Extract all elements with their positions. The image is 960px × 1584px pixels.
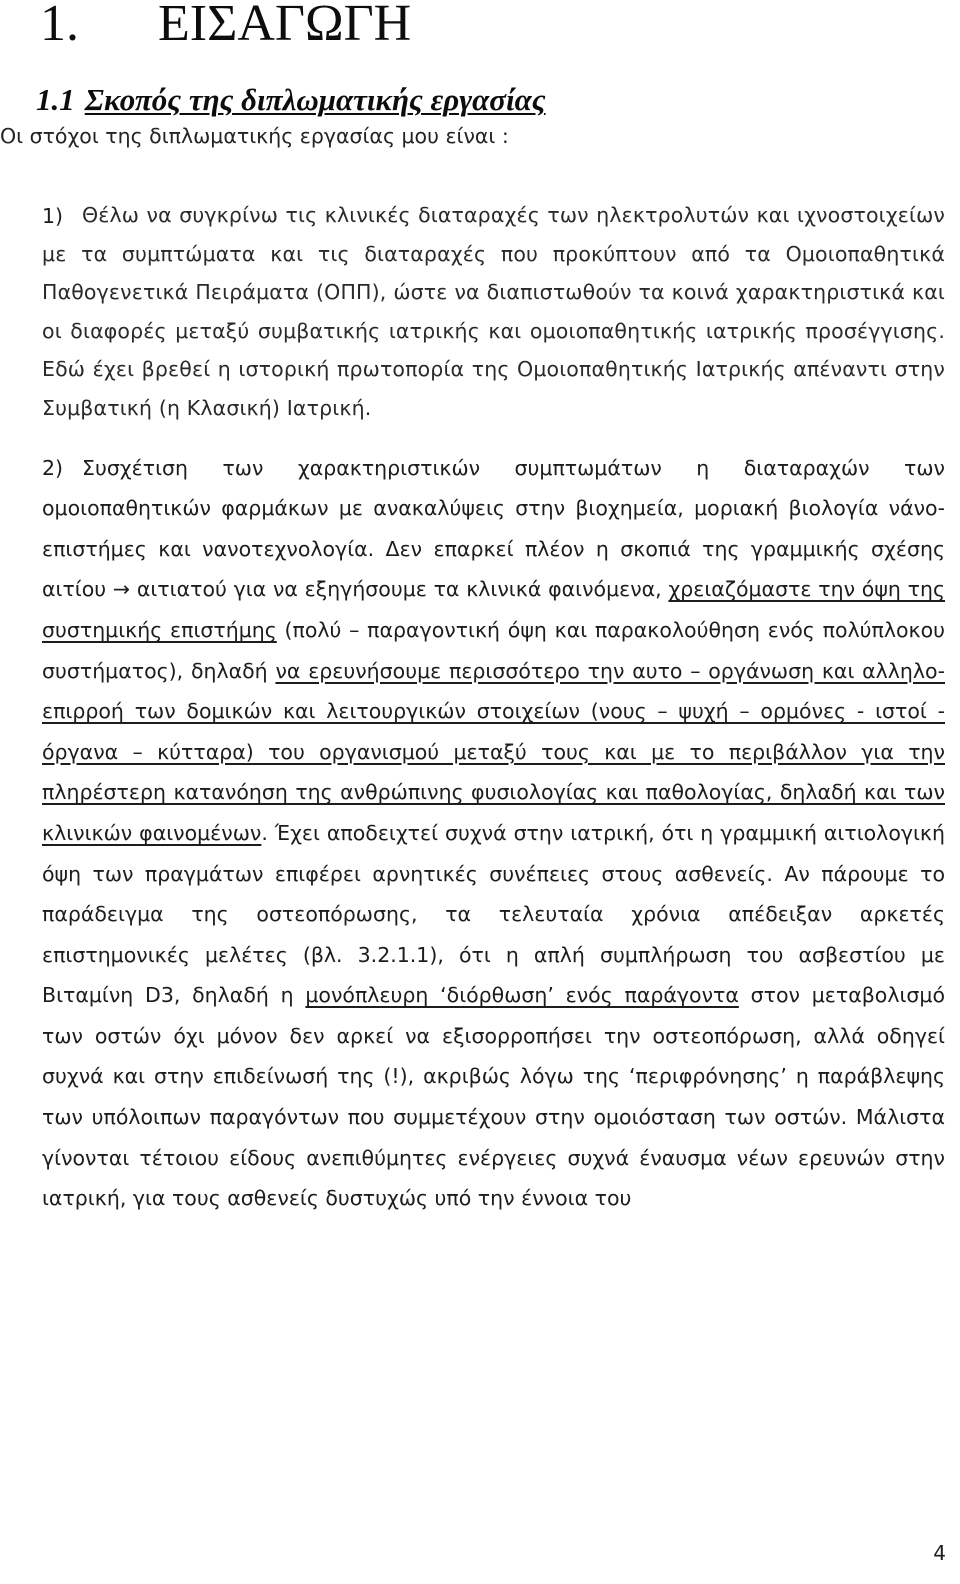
- text-run: . Έχει αποδειχτεί συχνά στην ιατρική, ότι η γραμμική αιτιολογική όψη των πραγμάτων επιφέρει αρνητικές συνέπειες στους ασθενείς. Αν πάρουμε το παράδειγμα της οστεοπόρωσης, τα τελευταία χρόνια απέδειξαν αρκετές επιστημονικές μελέτες (βλ. 3.2.1.1), ότι η απλή συμπλήρωση του ασβεστίου με Βιταμίνη D3, δηλαδή η: [42, 820, 946, 1008]
- item-number: 1): [42, 204, 64, 228]
- section-title: Σκοπός της διπλωματικής εργασίας: [84, 82, 546, 117]
- item-text: [42, 448, 945, 1219]
- text-run: (πολύ – παραγοντική όψη και παρακολούθηση ενός πολύπλοκου συστήματος), δηλαδή: [42, 617, 945, 683]
- list-item: [42, 448, 945, 1219]
- chapter-number: 1.: [40, 0, 79, 52]
- chapter-title: ΕΙΣΑΓΩΓΗ: [158, 0, 412, 52]
- intro-paragraph: Οι στόχοι της διπλωματικής εργασίας μου είναι :: [0, 124, 509, 148]
- section-heading: [36, 80, 546, 120]
- chapter-heading: [40, 0, 411, 54]
- goals-list: [42, 196, 945, 1219]
- list-item: [42, 196, 945, 428]
- text-run: στον μεταβολισμό των οστών όχι μόνον δεν αρκεί να εξισορροπήσει την οστεοπόρωση, αλλά οδηγεί συχνά και στην επιδείνωσή της (!), ακριβώς λόγω της ‘περιφρόνησης’ η παράβλεψης των υπόλοιπων παραγόντων που συμμετέχουν στην ομοιόσταση των οστών. Μάλιστα γίνονται τέτοιου είδους ανεπιθύμητες ενέργειες συχνά έναυσμα νέων ερευνών στην ιατρική, για τους ασθενείς δυστυχώς υπό την έννοια του: [42, 983, 945, 1211]
- text-run: Συσχέτιση των χαρακτηριστικών συμπτωμάτων η διαταραχών των ομοιοπαθητικών φαρμάκων με ανακαλύψεις στην βιοχημεία, μοριακή βιολογία νάνο-επιστήμες και νανοτεχνολογία. Δεν επαρκεί πλέον η σκοπιά της γραμμικής σχέσης αιτίου: [42, 455, 945, 602]
- underlined-text: να ερευνήσουμε περισσότερο την αυτο – οργάνωση και αλληλο-επιρροή των δομικών και λειτουργικών στοιχείων (νους – ψυχή – ορμόνες - ιστοί - όργανα – κύτταρα) του οργανισμού μεταξύ τους και με το περιβάλλον για την πληρέστερη κατανόηση της ανθρώπινης φυσιολογίας και παθολογίας, δηλαδή και των κλινικών φαινομένων: [42, 658, 945, 845]
- underlined-text: χρειαζόμαστε την όψη της συστημικής επιστήμης: [42, 577, 945, 642]
- item-text: Θέλω να συγκρίνω τις κλινικές διαταραχές των ηλεκτρολυτών και ιχνοστοιχείων με τα συμπτώματα και τις διαταραχές που προκύπτουν από τα Ομοιοπαθητικά Παθογενετικά Πειράματα (ΟΠΠ), ώστε να διαπιστωθούν τα κοινά χαρακτηριστικά και οι διαφορές μεταξύ συμβατικής ιατρικής και ομοιοπαθητικής ιατρικής προσέγγισης. Εδώ έχει βρεθεί η ιστορική πρωτοπορία της Ομοιοπαθητικής Ιατρικής απέναντι στην Συμβατική (η Κλασική) Ιατρική.: [42, 203, 945, 420]
- page-number: 4: [933, 1541, 946, 1565]
- section-number: 1.1: [36, 82, 75, 117]
- underlined-text: μονόπλευρη ‘διόρθωση’ ενός παράγοντα: [305, 983, 739, 1008]
- item-number: 2): [42, 455, 64, 480]
- arrow-icon: →: [112, 577, 131, 602]
- text-run: αιτιατού για να εξηγήσουμε τα κλινικά φαινόμενα,: [130, 577, 669, 602]
